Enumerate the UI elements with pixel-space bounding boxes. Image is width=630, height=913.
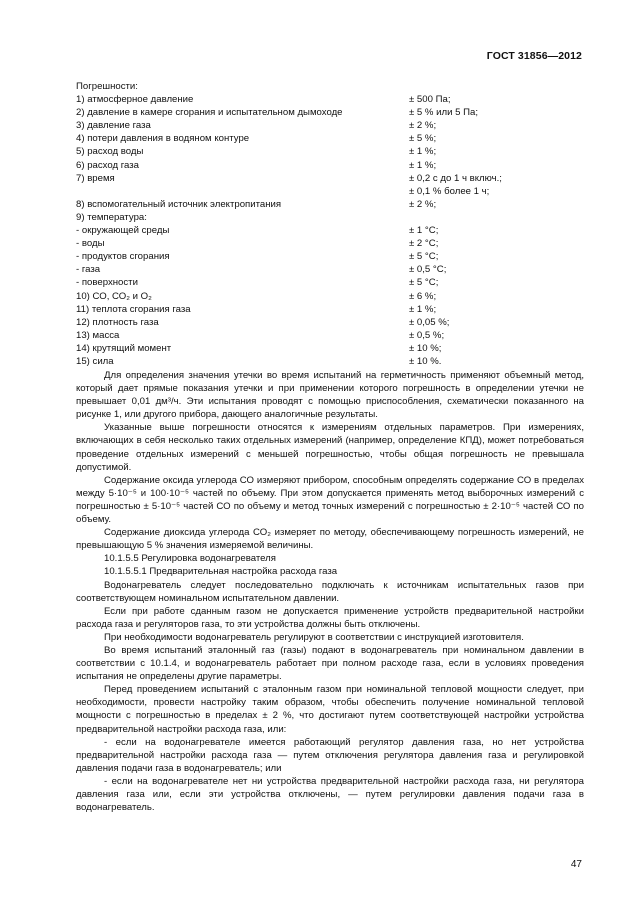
tolerance-row [76, 303, 576, 316]
tolerance-row [76, 224, 576, 237]
tolerance-row [76, 355, 576, 368]
tolerance-parameter: 1) атмосферное давление [76, 94, 194, 106]
tolerance-parameter: 12) плотность газа [76, 316, 159, 328]
tolerance-value: ± 2 %; [409, 198, 437, 210]
tolerance-value: ± 1 %; [409, 159, 437, 171]
tolerance-parameter: 13) масса [76, 329, 120, 341]
paragraph: Если при работе сданным газом не допускается применение устройств предварительной настройки расхода газа и регуляторов газа, то эти устройства должны быть отключены. [76, 605, 584, 630]
tolerance-parameter: - продуктов сгорания [76, 251, 170, 263]
tolerance-value: ± 500 Па; [409, 94, 451, 106]
tolerance-parameter: 5) расход воды [76, 146, 144, 158]
tolerance-row [76, 290, 576, 303]
tolerance-value: ± 10 %; [409, 342, 442, 354]
tolerances-list [76, 80, 576, 368]
tolerance-parameter: 3) давление газа [76, 120, 151, 132]
tolerance-parameter: 8) вспомогательный источник электропитания [76, 198, 282, 210]
tolerance-value [409, 211, 576, 224]
tolerance-row [76, 263, 576, 276]
paragraph: Перед проведением испытаний с эталонным газом при номинальной тепловой мощности следует, при необходимости, провести настройку таким образом, чтобы обеспечить получение номинальной тепловой мощности с погрешностью в пределах ± 2 %, что достигают путем соответствующей настройки устройства предварительной настройки расхода газа, или: [76, 684, 584, 735]
tolerance-value: ± 1 °С; [409, 225, 439, 237]
tolerance-parameter: - воды [76, 238, 105, 250]
tolerance-parameter: 6) расход газа [76, 159, 139, 171]
tolerance-value: ± 5 % или 5 Па; [409, 107, 479, 119]
tolerance-row [76, 106, 576, 119]
tolerance-parameter: 4) потери давления в водяном контуре [76, 133, 250, 145]
tolerance-rows [76, 93, 576, 368]
tolerance-value: ± 0,1 % более 1 ч; [409, 185, 490, 197]
tolerance-parameter: 15) сила [76, 355, 114, 367]
tolerance-row [76, 132, 576, 145]
tolerance-row [76, 276, 576, 289]
subsection-heading: 10.1.5.5.1 Предварительная настройка расхода газа [104, 566, 338, 578]
document-body [76, 369, 584, 814]
tolerance-row [76, 250, 576, 263]
tolerance-parameter: 7) время [76, 172, 115, 184]
tolerance-row [76, 159, 576, 172]
tolerance-value: ± 2 °С; [409, 238, 439, 250]
paragraph: Указанные выше погрешности относятся к измерениям отдельных параметров. При измерениях, включающих в себя несколько таких отдельных измерений (например, определение КПД), может потребоваться проведение отдельных измерений с меньшей погрешностью, чтобы общая погрешность не превышала допустимой. [76, 422, 584, 473]
tolerance-value: ± 5 °С; [409, 277, 439, 289]
paragraph: - если на водонагревателе имеется работающий регулятор давления газа, но нет устройства предварительной настройки расхода газа — путем отключения регулятора давления газа и регулировкой давления подачи газа в водонагреватель; или [76, 736, 584, 774]
tolerance-row [76, 329, 576, 342]
tolerance-row [76, 237, 576, 250]
tolerance-value: ± 0,5 %; [409, 329, 445, 341]
tolerance-row [76, 93, 576, 106]
page-number: 47 [570, 859, 582, 870]
tolerance-row [76, 211, 576, 224]
tolerance-value: ± 1 %; [409, 303, 437, 315]
paragraph: - если на водонагревателе нет ни устройства предварительной настройки расхода газа, ни регулятора давления газа или, если эти устройства отключены, — путем регулировки давления подачи газа в водонагреватель. [76, 775, 584, 814]
tolerance-row [76, 198, 576, 211]
standard-designation: ГОСТ 31856—2012 [486, 50, 582, 62]
tolerance-parameter: 14) крутящий момент [76, 342, 172, 354]
tolerance-value: ± 2 %; [409, 120, 437, 132]
tolerance-row [76, 316, 576, 329]
tolerance-parameter: 2) давление в камере сгорания и испытательном дымоходе [76, 107, 343, 119]
paragraph: При необходимости водонагреватель регулируют в соответствии с инструкцией изготовителя. [104, 631, 524, 643]
tolerance-row [76, 145, 576, 158]
paragraph: Содержание оксида углерода СО измеряют прибором, способным определять содержание СО в пределах между 5·10⁻⁵ и 100·10⁻⁵ частей по объему. При этом допускается применять метод выборочных измерений с погрешностью ± 5·10⁻⁵ частей СО по объему и метод точных измерений с погрешностью ± 2·10⁻⁵ частей СО по объему. [76, 474, 584, 526]
tolerance-row [76, 172, 576, 185]
tolerance-value: ± 6 %; [409, 290, 437, 302]
section-heading: 10.1.5.5 Регулировка водонагревателя [104, 553, 276, 565]
paragraph: Во время испытаний эталонный газ (газы) подают в водонагреватель при номинальном давлении в соответствии с 10.1.4, и водонагреватель работает при полном расходе газа, если в условиях проведения испытания не определены другие параметры. [76, 644, 584, 683]
tolerance-value: ± 1 %; [409, 146, 437, 158]
tolerance-row [76, 185, 576, 198]
tolerance-row [76, 342, 576, 355]
tolerance-value: ± 0,5 °С; [409, 264, 447, 276]
tolerance-parameter: - поверхности [76, 277, 138, 289]
tolerances-heading: Погрешности: [76, 81, 138, 92]
paragraph: Водонагреватель следует последовательно подключать к источникам испытательных газов при соответствующем номинальном испытательном давлении. [76, 579, 584, 604]
tolerance-parameter: - газа [76, 264, 101, 276]
tolerance-value: ± 5 °С; [409, 251, 439, 263]
tolerance-value: ± 0,05 %; [409, 316, 450, 328]
paragraph: Содержание диоксида углерода СО₂ измеряет по методу, обеспечивающему погрешность измерений, не превышающую 5 % значения измеряемой величины. [76, 527, 584, 552]
tolerance-value: ± 5 %; [409, 133, 437, 145]
tolerance-parameter: 10) СО, СО₂ и О₂ [76, 290, 152, 302]
paragraph: Для определения значения утечки во время испытаний на герметичность применяют объемный метод, который дает прямые показания утечки и при применении которого погрешность в определении утечки не превышает 0,01 дм³/ч. Эти испытания проводят с помощью приспособления, схематически показанного на рисунке 1, или другого прибора, дающего аналогичные результаты. [76, 370, 584, 421]
tolerance-parameter [76, 185, 409, 198]
tolerance-value: ± 10 %. [409, 355, 442, 367]
tolerance-parameter: 9) температура: [76, 211, 147, 223]
tolerance-value: ± 0,2 с до 1 ч включ.; [409, 172, 502, 184]
tolerance-parameter: - окружающей среды [76, 225, 170, 237]
tolerance-parameter: 11) теплота сгорания газа [76, 303, 191, 315]
tolerance-row [76, 119, 576, 132]
